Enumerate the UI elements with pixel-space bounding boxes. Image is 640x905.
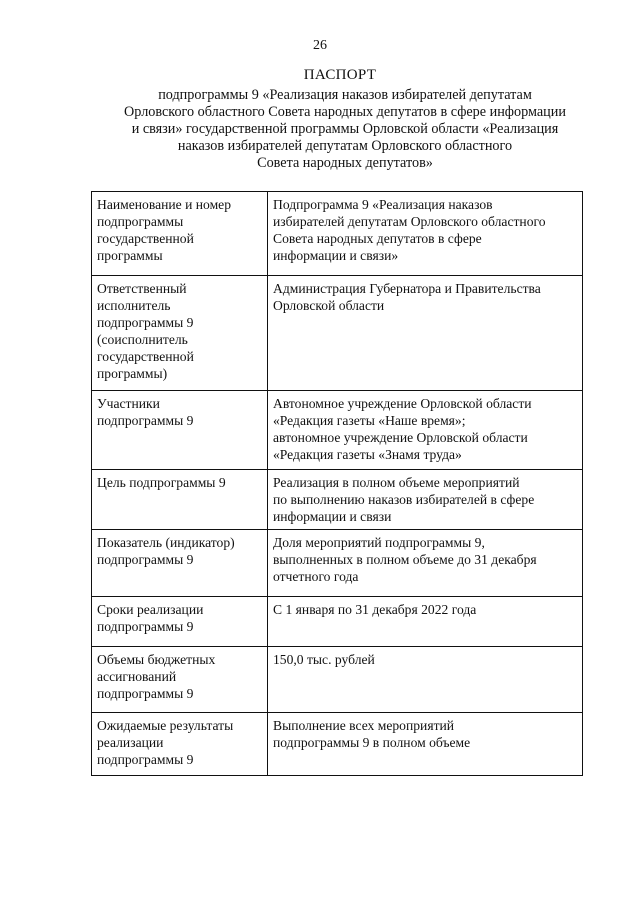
page-number: 26	[313, 38, 327, 53]
row-name-line: подпрограммы 9	[97, 552, 194, 567]
row-name-line: Показатель (индикатор)	[97, 535, 235, 550]
subtitle-line: наказов избирателей депутатам Орловского областного	[177, 138, 513, 154]
row-name-cell	[92, 276, 268, 391]
table-row	[92, 192, 583, 276]
row-name-line: Ожидаемые результаты	[97, 718, 234, 733]
row-name-line: Участники	[97, 396, 160, 411]
row-value-line: 150,0 тыс. рублей	[273, 652, 375, 667]
row-value-line: Выполнение всех мероприятий	[273, 718, 455, 733]
row-name-line: государственной	[97, 231, 194, 246]
table-row	[92, 597, 583, 647]
row-name-line: подпрограммы 9	[97, 686, 194, 701]
table-row	[92, 530, 583, 597]
row-value-line: «Редакция газеты «Знамя труда»	[273, 447, 462, 462]
passport-table	[91, 191, 583, 776]
row-value-line: Администрация Губернатора и Правительства	[273, 281, 541, 296]
row-name-line: Ответственный	[97, 281, 187, 296]
row-value-cell	[268, 597, 583, 647]
subtitle-line: Совета народных депутатов»	[257, 155, 433, 171]
subtitle-line: и связи» государственной программы Орловской области «Реализация	[131, 121, 559, 137]
row-value-line: информации и связи»	[273, 248, 399, 263]
row-value-line: выполненных в полном объеме до 31 декабря	[273, 552, 537, 567]
row-value-line: избирателей депутатам Орловского областного	[273, 214, 546, 229]
row-name-line: подпрограммы	[97, 214, 184, 229]
table-row	[92, 713, 583, 776]
row-name-line: Наименование и номер	[97, 197, 232, 212]
row-value-line: Орловской области	[273, 298, 385, 313]
table-row	[92, 391, 583, 470]
row-value-cell	[268, 470, 583, 530]
table-row	[92, 647, 583, 713]
row-value-line: Реализация в полном объеме мероприятий	[273, 475, 520, 490]
row-value-line: Совета народных депутатов в сфере	[273, 231, 482, 246]
row-value-line: «Редакция газеты «Наше время»;	[273, 413, 466, 428]
row-name-line: (соисполнитель	[97, 332, 188, 347]
row-value-cell	[268, 391, 583, 470]
row-value-line: Автономное учреждение Орловской области	[273, 396, 532, 411]
row-name-line: Сроки реализации	[97, 602, 204, 617]
row-name-cell	[92, 470, 268, 530]
row-name-line: ассигнований	[97, 669, 177, 684]
table-row	[92, 276, 583, 391]
row-value-cell	[268, 713, 583, 776]
row-name-line: Объемы бюджетных	[97, 652, 216, 667]
row-name-cell	[92, 597, 268, 647]
row-name-line: программы)	[97, 366, 168, 381]
row-name-cell	[92, 192, 268, 276]
row-name-cell	[92, 647, 268, 713]
subtitle-line: подпрограммы 9 «Реализация наказов избирателей депутатам	[158, 87, 532, 103]
document-subtitle	[95, 87, 595, 172]
row-value-line: по выполнению наказов избирателей в сфере	[273, 492, 535, 507]
row-value-cell	[268, 192, 583, 276]
row-name-line: реализации	[97, 735, 164, 750]
row-value-line: информации и связи	[273, 509, 392, 524]
row-value-cell	[268, 530, 583, 597]
row-value-line: отчетного года	[273, 569, 359, 584]
row-name-cell	[92, 391, 268, 470]
row-name-line: исполнитель	[97, 298, 171, 313]
row-value-cell	[268, 276, 583, 391]
row-value-line: автономное учреждение Орловской области	[273, 430, 528, 445]
row-name-line: государственной	[97, 349, 194, 364]
row-name-line: подпрограммы 9	[97, 752, 194, 767]
document-title: ПАСПОРТ	[303, 67, 377, 83]
row-name-line: подпрограммы 9	[97, 413, 194, 428]
subtitle-line: Орловского областного Совета народных депутатов в сфере информации	[124, 104, 566, 120]
row-value-line: Доля мероприятий подпрограммы 9,	[273, 535, 485, 550]
row-name-cell	[92, 713, 268, 776]
row-name-line: подпрограммы 9	[97, 619, 194, 634]
table-row	[92, 470, 583, 530]
row-value-line: Подпрограмма 9 «Реализация наказов	[273, 197, 493, 212]
row-name-cell	[92, 530, 268, 597]
row-value-line: С 1 января по 31 декабря 2022 года	[273, 602, 477, 617]
row-name-line: Цель подпрограммы 9	[97, 475, 226, 490]
row-name-line: подпрограммы 9	[97, 315, 194, 330]
row-value-line: подпрограммы 9 в полном объеме	[273, 735, 471, 750]
row-value-cell	[268, 647, 583, 713]
row-name-line: программы	[97, 248, 163, 263]
